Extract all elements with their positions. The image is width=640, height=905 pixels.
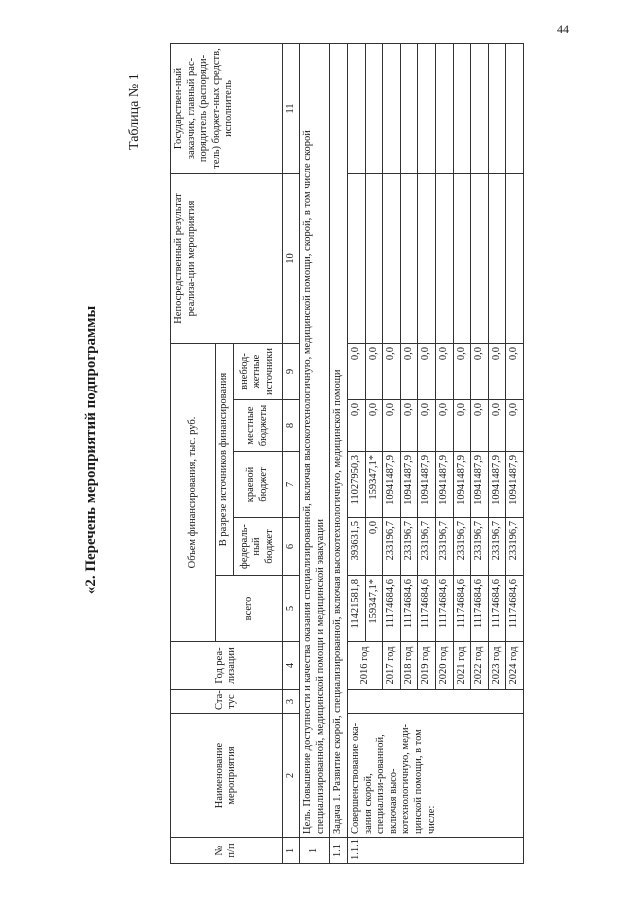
row-result [435,174,453,344]
row-extrabudget: 0,0 [471,344,489,400]
column-number: 4 [282,642,300,690]
header-status: Ста-тус [171,690,283,714]
row-local: 0,0 [453,400,471,452]
row-local: 0,0 [418,400,436,452]
row-customer [418,44,436,174]
row-extrabudget: 0,0 [400,344,418,400]
row-local: 0,0 [347,400,365,452]
header-result: Непосредственный результат реализа-ции мероприятия [171,174,283,344]
column-number: 10 [282,174,300,344]
row-total: 11174684,6 [471,576,489,642]
row-total: 11174684,6 [453,576,471,642]
row-local: 0,0 [365,400,383,452]
measure-name: Совершенствование ока-зания скорой, специализи-рованной, включая высо-котехнологичную, меди-цинской помощи, в том числе: [347,714,523,838]
column-number: 6 [282,518,300,576]
column-number: 2 [282,714,300,838]
row-year: 2019 год [418,642,436,690]
header-year: Год реа-лизации [171,642,283,690]
row-federal: 233196,7 [488,518,506,576]
header-local: местные бюджеты [233,400,282,452]
row-total: 11174684,6 [400,576,418,642]
row-customer [400,44,418,174]
column-number: 9 [282,344,300,400]
row-customer [453,44,471,174]
row-year: 2016 год [347,642,382,690]
header-name: Наименование мероприятия [171,714,283,838]
row-extrabudget: 0,0 [418,344,436,400]
row-regional: 10941487,9 [383,452,401,518]
header-customer: Государствен-ный заказчик, главный рас-порядитель (распоряди-тель) бюджет-ных средств, исполнитель [171,44,283,174]
column-number: 1 [282,838,300,864]
row-regional: 159347,1* [365,452,383,518]
row-year: 2024 год [506,642,524,690]
column-numbers-row [282,44,300,864]
row-result [506,174,524,344]
row-result [365,174,383,344]
measures-table [170,43,524,864]
row-year: 2021 год [453,642,471,690]
header-volume: Объем финансирования, тыс. руб. [171,344,216,642]
row-customer [365,44,383,174]
row-regional: 10941487,9 [435,452,453,518]
header-breakdown: В разрезе источников финансирования [216,344,234,576]
row-total: 11421581,8 [347,576,365,642]
row-federal: 233196,7 [418,518,436,576]
header-row [171,44,216,864]
column-number: 3 [282,690,300,714]
row-year: 2022 год [471,642,489,690]
header-num: № п/п [171,838,283,864]
goal-row [300,44,330,864]
row-total: 11174684,6 [506,576,524,642]
row-federal: 233196,7 [453,518,471,576]
row-regional: 10941487,9 [453,452,471,518]
row-year: 2017 год [383,642,401,690]
column-number: 8 [282,400,300,452]
row-customer [383,44,401,174]
row-extrabudget: 0,0 [488,344,506,400]
row-customer [488,44,506,174]
measure-num: 1.1.1 [347,838,523,864]
row-customer [506,44,524,174]
section-title: «2. Перечень мероприятий подпрограммы [83,305,99,595]
row-regional: 10941487,9 [400,452,418,518]
goal-text: Цель. Повышение доступности и качества оказания специализированной, включая высокотехнологичную, медицинской помощи, скорой, в том числе скорой специализированной, медицинской помощи и медицинской эвакуации [300,44,330,838]
task-row [330,44,348,864]
row-federal: 233196,7 [506,518,524,576]
row-total: 11174684,6 [435,576,453,642]
row-extrabudget: 0,0 [347,344,365,400]
row-federal: 233196,7 [435,518,453,576]
header-regional: краевой бюджет [233,452,282,518]
row-result [488,174,506,344]
row-year: 2020 год [435,642,453,690]
header-total: всего [216,576,283,642]
row-year: 2023 год [488,642,506,690]
table-label: Таблица № 1 [127,73,142,150]
row-local: 0,0 [506,400,524,452]
row-result [453,174,471,344]
row-extrabudget: 0,0 [453,344,471,400]
row-total: 11174684,6 [418,576,436,642]
row-extrabudget: 0,0 [435,344,453,400]
task-num: 1.1 [330,838,348,864]
row-federal: 0,0 [365,518,383,576]
row-federal: 233196,7 [400,518,418,576]
rotated-page-content [0,20,640,880]
data-row [347,44,365,864]
row-regional: 10941487,9 [471,452,489,518]
measure-status [347,690,523,714]
row-federal: 233196,7 [383,518,401,576]
header-extrabudget: внебюд-жетные источники [233,344,282,400]
row-result [471,174,489,344]
row-customer [347,44,365,174]
row-total: 159347,1* [365,576,383,642]
row-extrabudget: 0,0 [506,344,524,400]
column-number: 5 [282,576,300,642]
row-federal: 233196,7 [471,518,489,576]
row-result [418,174,436,344]
row-regional: 10941487,9 [418,452,436,518]
row-local: 0,0 [471,400,489,452]
row-result [383,174,401,344]
row-extrabudget: 0,0 [383,344,401,400]
row-local: 0,0 [435,400,453,452]
row-local: 0,0 [488,400,506,452]
goal-num: 1 [300,838,330,864]
row-local: 0,0 [400,400,418,452]
row-extrabudget: 0,0 [365,344,383,400]
row-year: 2018 год [400,642,418,690]
column-number: 7 [282,452,300,518]
row-local: 0,0 [383,400,401,452]
task-text: Задача 1. Развитие скорой, специализированной, включая высокотехнологичную, медицинской помощи [330,44,348,838]
row-total: 11174684,6 [383,576,401,642]
row-regional: 10941487,9 [488,452,506,518]
row-customer [435,44,453,174]
row-customer [471,44,489,174]
row-result [400,174,418,344]
row-federal: 393631,5 [347,518,365,576]
row-regional: 10941487,9 [506,452,524,518]
row-total: 11174684,6 [488,576,506,642]
column-number: 11 [282,44,300,174]
header-federal: федераль-ный бюджет [233,518,282,576]
page-number: 44 [557,22,569,36]
row-result [347,174,365,344]
row-regional: 11027950,3 [347,452,365,518]
